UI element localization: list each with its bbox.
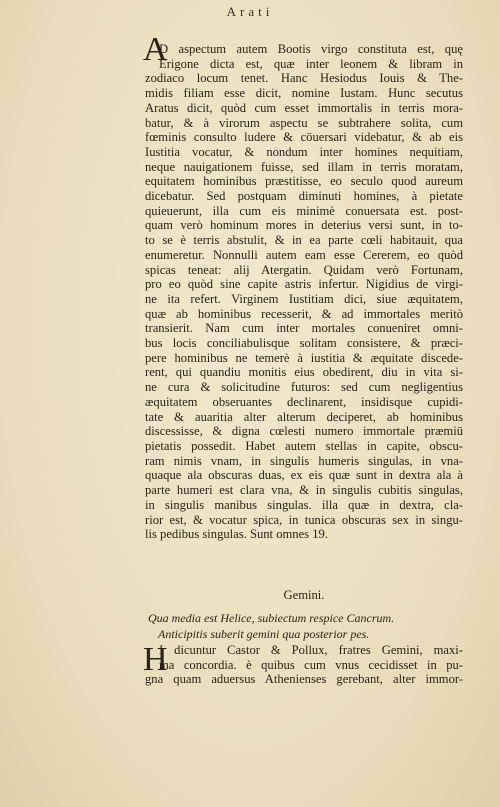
text-line: to se è terris abstulit, & in ea parte cœli habitauit, qua	[145, 233, 463, 248]
text-line: lis pedibus singulas. Sunt omnes 19.	[145, 527, 328, 542]
text-line: ne ita refert. Virginem Iustitiam dici, siue æquitatem,	[145, 291, 463, 306]
text-line: quam verò hominum mores in deterius versi sunt, in to-	[145, 218, 463, 233]
drop-cap-h: H	[143, 641, 168, 678]
text-line: Erigone dicta est, quæ inter leonem & libram in	[159, 56, 463, 71]
body-text-gemini	[145, 643, 463, 687]
text-line: gna quam aduersus Athenienses gerebant, alter immor-	[145, 672, 463, 687]
text-line: parte humeri est clara vna, & in singulis cubitis singulas,	[145, 483, 463, 498]
text-line: spicas teneat: alij Atergatin. Quidam verò Fortunam,	[145, 262, 463, 277]
text-line: quaque ala obscuras duas, ex eis quæ sunt in dextra ala à	[145, 468, 463, 483]
text-line: pere hominibus ne temerè à iustitia & æquitate discede-	[145, 350, 463, 365]
text-line: dicebatur. Sed postquam diminuti homines, à pietate	[145, 189, 463, 204]
text-line: ma concordia. è quibus cum vnus cecidisset in pu-	[159, 657, 463, 672]
text-line: æquitatem obseruantes declinarent, insidisque cupidi-	[145, 394, 463, 409]
text-line: in singulis manibus singulas. illa quæ in dextra, cla-	[145, 497, 463, 512]
text-line: pro eo quòd sine capite astris infertur. Nigidius de virgi-	[145, 277, 463, 292]
text-line: neque nauigationem fuisse, sed illam in terris moratam,	[145, 159, 463, 174]
text-line: quæ ab hominibus recesserit, & ad immortales meritò	[145, 306, 463, 321]
text-line: discessisse, & digna cœlesti numero immortale præmiū	[145, 424, 463, 439]
verse-line-2: Anticipitis suberit gemini qua posterior pes.	[158, 627, 370, 641]
text-line: midis filiam esse dicit, nomine Iustam. Hunc secutus	[145, 86, 463, 101]
text-line: batur, & à virorum aspectu se subtrahere solita, cum	[145, 115, 463, 130]
text-line: enumeretur. Nonnulli autem eam esse Cererem, eo quòd	[145, 247, 463, 262]
section-title-gemini: Gemini.	[283, 588, 325, 602]
text-line: rior est, & vocatur spica, in tunica obscuras sex in singu-	[145, 512, 463, 527]
running-header: Arati	[226, 4, 274, 19]
text-line: D aspectum autem Bootis virgo constituta est, quę	[159, 42, 463, 56]
text-line: bus locis conciliabulisque solitam consistere, & præci-	[145, 336, 463, 351]
text-line: tate & auaritia alter alterum deciperet, ab hominibus	[145, 409, 463, 424]
text-line: pietatis possedit. Habet autem stellas in capite, obscu-	[145, 438, 463, 453]
text-line: Aratus dicit, quòd cum esset immortalis in terris mora-	[145, 100, 463, 115]
text-line: zodiaco locum tenet. Hanc Hesiodus Iouis & The-	[145, 71, 463, 86]
drop-cap-a: A	[143, 31, 168, 68]
text-line: equitatem hominibus præstitisse, eo seculo quod aureum	[145, 174, 463, 189]
text-line: fœminis consulto ludere & cōuersari videbatur, & ab eis	[145, 130, 463, 145]
body-text-virgo	[145, 42, 463, 542]
text-line: ram nimis vnam, in singulis humeris singulas, in vna-	[145, 453, 463, 468]
text-line: ne cura & solicitudine futuros: sed cum negligentius	[145, 380, 463, 395]
text-line: transierit. Nam cum inter mortales conueniret omni-	[145, 321, 463, 336]
text-line: Iustitia vocatur, & nondum inter homines nequitiam,	[145, 144, 463, 159]
text-line: quieuerunt, illa cum eis minimè conuersata est. post-	[145, 203, 463, 218]
text-line: rent, qui quandiu monitis eius obedirent, diu in vita si-	[145, 365, 463, 380]
verse-line-1: Qua media est Helice, subiectum respice Cancrum.	[148, 611, 395, 625]
text-line: I dicuntur Castor & Pollux, fratres Gemini, maxi-	[159, 643, 463, 657]
